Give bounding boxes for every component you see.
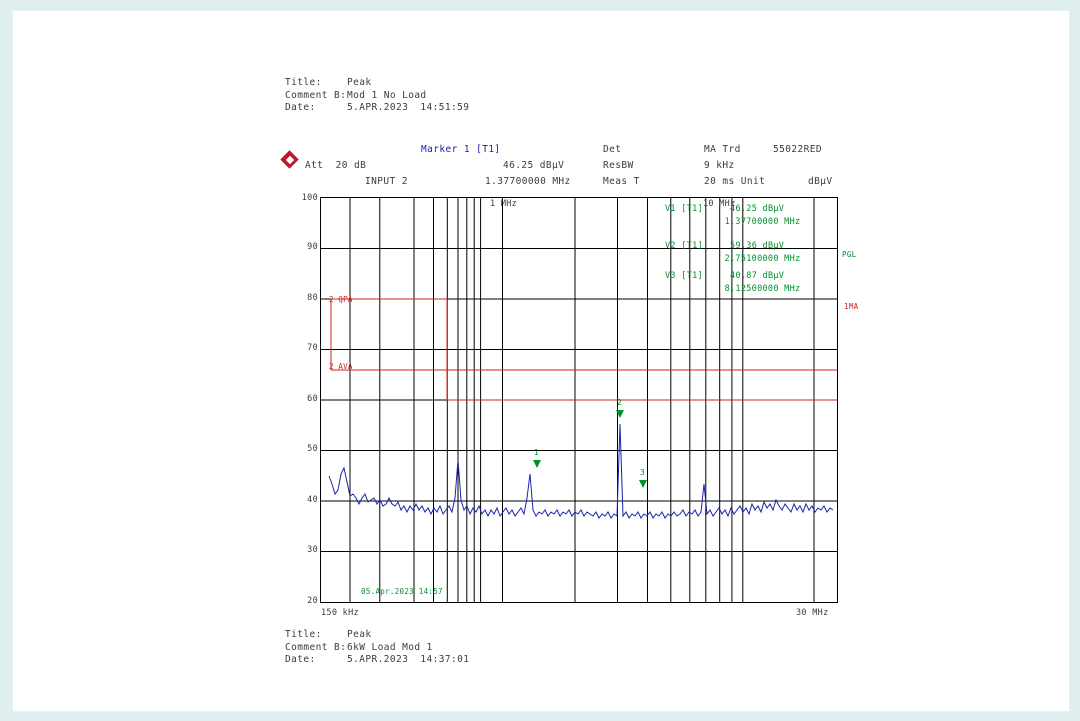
marker-3-freq: 8.12500000 MHz	[724, 283, 801, 294]
meas-label: Meas T	[603, 176, 640, 187]
marker-3-level: 40.87 dBµV	[730, 271, 785, 281]
marker-1-id: V1	[665, 204, 676, 214]
ytick-20: 20	[307, 596, 318, 606]
plot-marker-3-label: 3	[640, 468, 645, 477]
limit-line-qp	[331, 299, 837, 370]
footer-comment-label: Comment B:	[285, 641, 347, 653]
marker-table-3	[665, 270, 800, 295]
header-title-value: Peak	[347, 77, 372, 88]
marker-freq-value: 1.37700000 MHz	[485, 176, 571, 187]
marker-2-id: V2	[665, 241, 676, 251]
mhz-10-label: 10 MHz	[703, 199, 736, 209]
header-title-label: Title:	[285, 77, 322, 88]
trd-value: 55022RED	[773, 144, 822, 155]
meas-value: 20 ms Unit	[704, 176, 766, 187]
marker-level-value: 46.25 dBµV	[503, 160, 565, 171]
header-comment-value: Mod 1 No Load	[347, 89, 427, 101]
rohde-schwarz-logo-icon	[281, 151, 302, 172]
ytick-90: 90	[307, 242, 318, 252]
limit-label-qp: 2 QPA	[329, 295, 353, 304]
trd-label: MA Trd	[704, 144, 741, 155]
marker-glyphs	[533, 410, 647, 488]
ytick-100: 100	[301, 193, 318, 203]
resbw-value: 9 kHz	[704, 160, 735, 171]
marker-1-freq: 1.37700000 MHz	[724, 216, 801, 227]
side-label-1ma: 1MA	[844, 302, 859, 311]
plot-timestamp: 05.Apr.2023 14:57	[361, 587, 443, 596]
ytick-60: 60	[307, 394, 318, 404]
marker-2-freq: 2.75100000 MHz	[724, 253, 801, 264]
marker-1-level: 46.25 dBµV	[730, 204, 785, 214]
marker-table-2	[665, 240, 800, 265]
footer-date-value: 5.APR.2023 14:37:01	[347, 654, 470, 666]
side-label-pgl: PGL	[842, 250, 857, 259]
footer-title-label: Title:	[285, 629, 322, 640]
header-date-value: 5.APR.2023 14:51:59	[347, 102, 470, 114]
limit-line-av	[331, 370, 837, 400]
report-header	[285, 77, 469, 115]
att-value: Att 20 dB	[305, 160, 367, 171]
marker-3-id: V3	[665, 271, 676, 281]
det-label: Det	[603, 144, 622, 155]
report-sheet	[12, 10, 1070, 712]
marker-1-tr: [T1]	[681, 204, 703, 214]
xaxis-start-label: 150 kHz	[321, 608, 359, 618]
limit-label-av: 2 AVA	[329, 362, 353, 371]
resbw-label: ResBW	[603, 160, 634, 171]
ytick-50: 50	[307, 444, 318, 454]
trace-line	[329, 424, 833, 518]
header-comment-label: Comment B:	[285, 89, 347, 101]
marker-table	[665, 203, 800, 228]
marker-title: Marker 1 [T1]	[421, 144, 501, 155]
xaxis-stop-label: 30 MHz	[796, 608, 829, 618]
ytick-80: 80	[307, 293, 318, 303]
marker-2-level: 59.36 dBµV	[730, 241, 785, 251]
mhz-1-label: 1 MHz	[490, 199, 518, 209]
report-footer	[285, 629, 469, 667]
ytick-70: 70	[307, 343, 318, 353]
footer-date-label: Date:	[285, 654, 316, 666]
marker-3-triangle	[639, 480, 647, 488]
header-date-label: Date:	[285, 102, 316, 114]
input-value: INPUT 2	[365, 176, 408, 187]
ytick-40: 40	[307, 495, 318, 505]
footer-title-value: Peak	[347, 629, 372, 640]
marker-3-tr: [T1]	[681, 271, 703, 281]
marker-2-tr: [T1]	[681, 241, 703, 251]
plot-marker-1-label: 1	[534, 448, 539, 457]
ytick-30: 30	[307, 545, 318, 555]
plot-marker-2-label: 2	[617, 398, 622, 407]
footer-comment-value: 6kW Load Mod 1	[347, 641, 433, 653]
unit-value: dBµV	[808, 176, 833, 187]
marker-1-triangle	[533, 460, 541, 468]
